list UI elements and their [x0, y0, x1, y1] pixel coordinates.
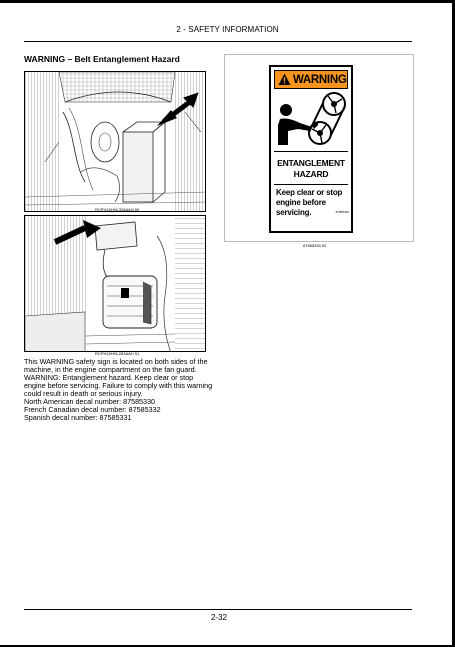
- decal-caption: 87585330 52: [303, 243, 327, 248]
- body-decal-spanish: Spanish decal number: 87585331: [24, 413, 132, 422]
- engine-compartment-photo-2: [24, 215, 206, 352]
- photo-2-caption: RCPH15HHL263AAH 51: [95, 351, 140, 356]
- hazard-title: [273, 158, 349, 180]
- body-text: [24, 358, 214, 422]
- page-top-edge: [0, 0, 455, 3]
- photo-1-caption: RCPH15HHL326AAH 50: [95, 207, 140, 212]
- engine-compartment-photo-1: [24, 71, 206, 212]
- hazard-line-2: HAZARD: [293, 169, 329, 179]
- page-number: 2-32: [210, 613, 227, 622]
- warning-signal-band: [274, 70, 348, 89]
- instruction-line-1: Keep clear or stop: [276, 188, 343, 197]
- header-rule: [24, 41, 412, 42]
- body-paragraph-warning: WARNING: Entanglement hazard. Keep clear or stop engine before servicing. Failure to comply with this warning could result in death or serious injury.: [24, 373, 213, 398]
- footer-rule: [24, 609, 412, 610]
- instruction-line-2: engine before: [276, 198, 326, 207]
- instruction-line-3: servicing.: [276, 208, 312, 217]
- decal-divider-2: [274, 184, 348, 185]
- signal-word: WARNING: [293, 74, 347, 86]
- decal-part-code: 87585330: [335, 210, 349, 214]
- page-header: 2 - SAFETY INFORMATION: [176, 25, 279, 34]
- body-decal-north-american: North American decal number: 87585330: [24, 397, 156, 406]
- warning-decal: [269, 65, 353, 233]
- section-title: WARNING – Belt Entanglement Hazard: [24, 54, 180, 64]
- body-decal-french-canadian: French Canadian decal number: 87585332: [24, 405, 161, 414]
- body-paragraph-location: This WARNING safety sign is located on both sides of the machine, in the engine compartment on the fan guard.: [24, 357, 208, 374]
- belt-entanglement-pictogram-icon: [274, 91, 348, 149]
- hazard-line-1: ENTANGLEMENT: [277, 158, 345, 168]
- decal-divider: [274, 151, 348, 152]
- warning-triangle-icon: [278, 73, 291, 86]
